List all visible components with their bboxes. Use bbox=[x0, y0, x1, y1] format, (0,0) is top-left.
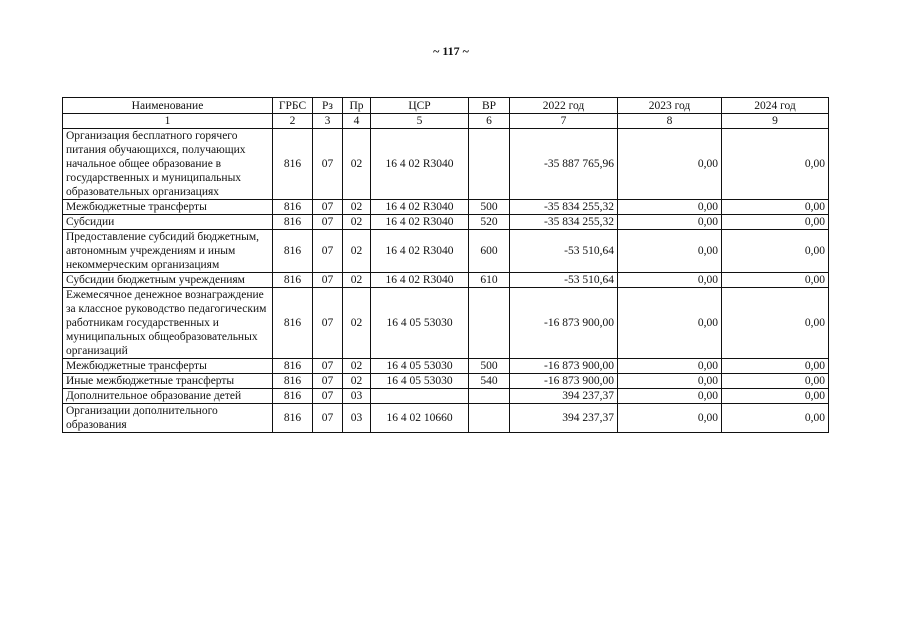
row-vr bbox=[469, 404, 510, 433]
row-2023: 0,00 bbox=[618, 215, 722, 230]
row-2023: 0,00 bbox=[618, 129, 722, 200]
header-2022: 2022 год bbox=[510, 98, 618, 114]
row-2022: -53 510,64 bbox=[510, 230, 618, 273]
column-number: 4 bbox=[343, 114, 371, 129]
row-2022: -53 510,64 bbox=[510, 273, 618, 288]
table-row bbox=[63, 215, 829, 230]
row-rz: 07 bbox=[313, 404, 343, 433]
table-row bbox=[63, 273, 829, 288]
row-grbs: 816 bbox=[273, 359, 313, 374]
row-vr: 600 bbox=[469, 230, 510, 273]
row-2022: -16 873 900,00 bbox=[510, 288, 618, 359]
header-row bbox=[63, 98, 829, 114]
row-2024: 0,00 bbox=[722, 200, 829, 215]
row-name: Субсидии бюджетным учреждениям bbox=[63, 273, 273, 288]
row-vr: 520 bbox=[469, 215, 510, 230]
table-row bbox=[63, 389, 829, 404]
row-rz: 07 bbox=[313, 129, 343, 200]
header-2023: 2023 год bbox=[618, 98, 722, 114]
row-2022: -35 834 255,32 bbox=[510, 215, 618, 230]
row-pr: 02 bbox=[343, 273, 371, 288]
row-rz: 07 bbox=[313, 215, 343, 230]
row-grbs: 816 bbox=[273, 230, 313, 273]
row-csr: 16 4 05 53030 bbox=[371, 288, 469, 359]
row-pr: 02 bbox=[343, 200, 371, 215]
row-pr: 03 bbox=[343, 389, 371, 404]
row-2024: 0,00 bbox=[722, 215, 829, 230]
row-2024: 0,00 bbox=[722, 288, 829, 359]
row-rz: 07 bbox=[313, 230, 343, 273]
row-2024: 0,00 bbox=[722, 230, 829, 273]
row-grbs: 816 bbox=[273, 273, 313, 288]
column-number: 1 bbox=[63, 114, 273, 129]
row-name: Субсидии bbox=[63, 215, 273, 230]
row-name: Межбюджетные трансферты bbox=[63, 359, 273, 374]
row-2023: 0,00 bbox=[618, 230, 722, 273]
row-name: Предоставление субсидий бюджетным, автономным учреждениям и иным некоммерческим организациям bbox=[63, 230, 273, 273]
row-rz: 07 bbox=[313, 374, 343, 389]
header-rz: Рз bbox=[313, 98, 343, 114]
header-pr: Пр bbox=[343, 98, 371, 114]
row-vr: 500 bbox=[469, 359, 510, 374]
row-2022: 394 237,37 bbox=[510, 389, 618, 404]
row-name: Дополнительное образование детей bbox=[63, 389, 273, 404]
row-2024: 0,00 bbox=[722, 273, 829, 288]
row-pr: 02 bbox=[343, 359, 371, 374]
table-row bbox=[63, 129, 829, 200]
row-grbs: 816 bbox=[273, 374, 313, 389]
table-row bbox=[63, 404, 829, 433]
column-number: 3 bbox=[313, 114, 343, 129]
table-row bbox=[63, 230, 829, 273]
header-csr: ЦСР bbox=[371, 98, 469, 114]
row-2024: 0,00 bbox=[722, 404, 829, 433]
row-2024: 0,00 bbox=[722, 389, 829, 404]
row-csr: 16 4 02 R3040 bbox=[371, 129, 469, 200]
row-vr: 500 bbox=[469, 200, 510, 215]
row-2022: 394 237,37 bbox=[510, 404, 618, 433]
row-2022: -35 887 765,96 bbox=[510, 129, 618, 200]
row-2022: -35 834 255,32 bbox=[510, 200, 618, 215]
row-csr: 16 4 02 R3040 bbox=[371, 215, 469, 230]
row-2022: -16 873 900,00 bbox=[510, 359, 618, 374]
row-rz: 07 bbox=[313, 288, 343, 359]
row-vr: 540 bbox=[469, 374, 510, 389]
row-csr bbox=[371, 389, 469, 404]
row-2023: 0,00 bbox=[618, 273, 722, 288]
row-csr: 16 4 05 53030 bbox=[371, 359, 469, 374]
row-2023: 0,00 bbox=[618, 404, 722, 433]
row-vr: 610 bbox=[469, 273, 510, 288]
row-2023: 0,00 bbox=[618, 200, 722, 215]
row-vr bbox=[469, 129, 510, 200]
row-pr: 02 bbox=[343, 374, 371, 389]
row-2023: 0,00 bbox=[618, 288, 722, 359]
budget-table bbox=[62, 97, 829, 433]
row-2023: 0,00 bbox=[618, 374, 722, 389]
row-vr bbox=[469, 389, 510, 404]
row-2024: 0,00 bbox=[722, 129, 829, 200]
row-pr: 02 bbox=[343, 129, 371, 200]
row-csr: 16 4 02 R3040 bbox=[371, 273, 469, 288]
column-number: 2 bbox=[273, 114, 313, 129]
column-number: 6 bbox=[469, 114, 510, 129]
row-pr: 03 bbox=[343, 404, 371, 433]
header-name: Наименование bbox=[63, 98, 273, 114]
row-rz: 07 bbox=[313, 200, 343, 215]
column-number: 5 bbox=[371, 114, 469, 129]
table-row bbox=[63, 200, 829, 215]
header-grbs: ГРБС bbox=[273, 98, 313, 114]
row-grbs: 816 bbox=[273, 129, 313, 200]
table-row bbox=[63, 374, 829, 389]
row-pr: 02 bbox=[343, 215, 371, 230]
header-2024: 2024 год bbox=[722, 98, 829, 114]
row-2023: 0,00 bbox=[618, 359, 722, 374]
row-csr: 16 4 02 10660 bbox=[371, 404, 469, 433]
column-number-row bbox=[63, 114, 829, 129]
column-number: 9 bbox=[722, 114, 829, 129]
row-2024: 0,00 bbox=[722, 374, 829, 389]
row-2024: 0,00 bbox=[722, 359, 829, 374]
row-rz: 07 bbox=[313, 359, 343, 374]
row-csr: 16 4 02 R3040 bbox=[371, 200, 469, 215]
row-name: Ежемесячное денежное вознаграждение за классное руководство педагогическим работникам государственных и муниципальных общеобразовательных организаций bbox=[63, 288, 273, 359]
row-name: Межбюджетные трансферты bbox=[63, 200, 273, 215]
page-number: ~ 117 ~ bbox=[433, 44, 469, 58]
row-grbs: 816 bbox=[273, 215, 313, 230]
row-csr: 16 4 05 53030 bbox=[371, 374, 469, 389]
table-row bbox=[63, 288, 829, 359]
row-csr: 16 4 02 R3040 bbox=[371, 230, 469, 273]
row-name: Организации дополнительного образования bbox=[63, 404, 273, 433]
row-2023: 0,00 bbox=[618, 389, 722, 404]
row-name: Иные межбюджетные трансферты bbox=[63, 374, 273, 389]
column-number: 7 bbox=[510, 114, 618, 129]
row-2022: -16 873 900,00 bbox=[510, 374, 618, 389]
row-rz: 07 bbox=[313, 389, 343, 404]
column-number: 8 bbox=[618, 114, 722, 129]
header-vr: ВР bbox=[469, 98, 510, 114]
row-grbs: 816 bbox=[273, 288, 313, 359]
row-rz: 07 bbox=[313, 273, 343, 288]
row-vr bbox=[469, 288, 510, 359]
row-pr: 02 bbox=[343, 230, 371, 273]
table-row bbox=[63, 359, 829, 374]
row-grbs: 816 bbox=[273, 404, 313, 433]
row-grbs: 816 bbox=[273, 200, 313, 215]
row-name: Организация бесплатного горячего питания обучающихся, получающих начальное общее образование в государственных и муниципальных образовательных организациях bbox=[63, 129, 273, 200]
row-grbs: 816 bbox=[273, 389, 313, 404]
row-pr: 02 bbox=[343, 288, 371, 359]
